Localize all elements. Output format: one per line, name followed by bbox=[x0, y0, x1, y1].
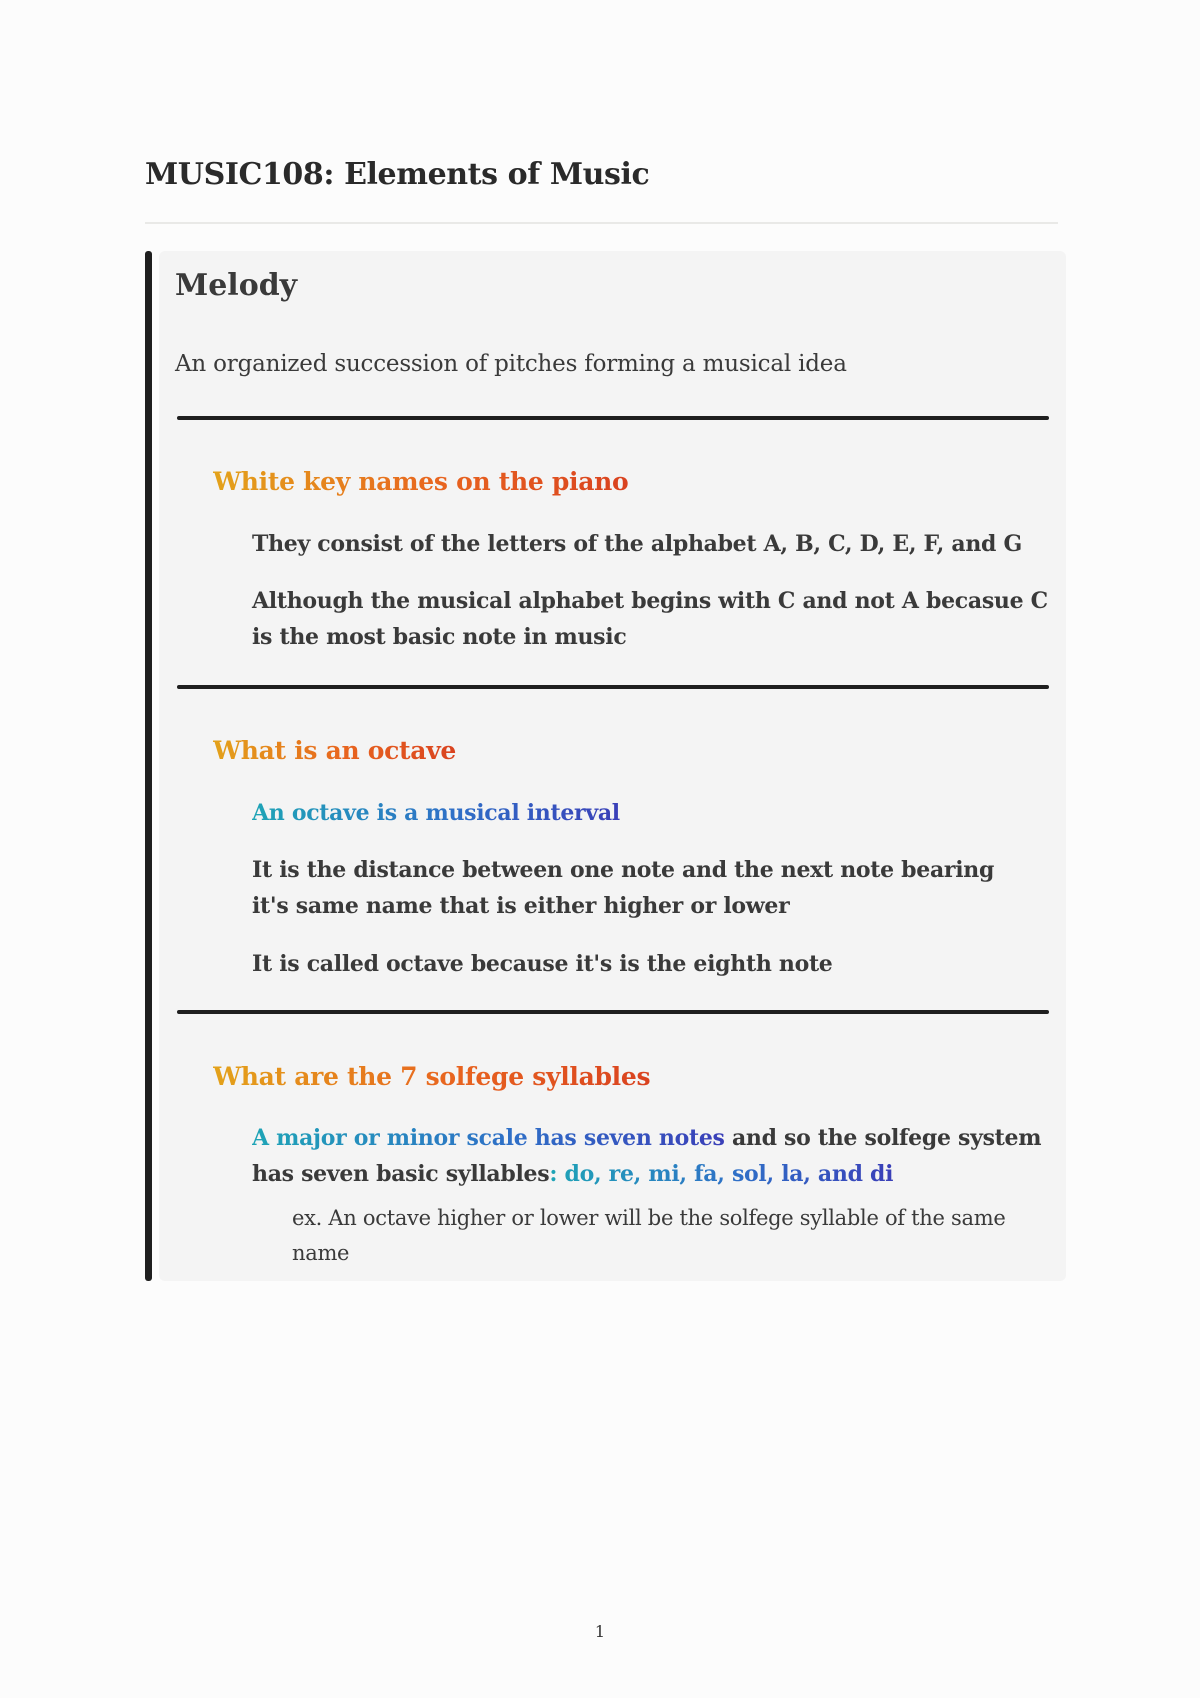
title-divider bbox=[145, 222, 1058, 224]
solfege-system-text: and so the solfege system has seven basic syllables bbox=[252, 1125, 1042, 1187]
section-divider bbox=[177, 685, 1049, 689]
page-number: 1 bbox=[594, 1622, 606, 1641]
white-keys-alphabet-text: Although the musical alphabet begins with C and not A becasue C is the most basic note in music bbox=[252, 588, 1048, 650]
section-heading-solfege: What are the 7 solfege syllables bbox=[213, 1062, 651, 1091]
callout-accent-bar bbox=[145, 251, 152, 1281]
white-keys-letters-text: They consist of the letters of the alphabet A, B, C, D, E, F, and G bbox=[252, 531, 1022, 557]
section-divider bbox=[177, 416, 1049, 420]
octave-definition-highlight: An octave is a musical interval bbox=[252, 800, 620, 826]
section-heading-white-keys: White key names on the piano bbox=[213, 467, 629, 496]
solfege-example-note: ex. An octave higher or lower will be the solfege syllable of the same name bbox=[292, 1206, 1006, 1265]
octave-distance-text: It is the distance between one note and the next note bearing it's same name that is either higher or lower bbox=[252, 857, 995, 919]
page-title: MUSIC108: Elements of Music bbox=[145, 157, 650, 192]
section-heading-octave: What is an octave bbox=[213, 736, 457, 765]
solfege-syllables-text bbox=[252, 1120, 1052, 1192]
solfege-scale-highlight: A major or minor scale has seven notes bbox=[252, 1125, 725, 1151]
solfege-syllables-highlight: : do, re, mi, fa, sol, la, and di bbox=[549, 1161, 894, 1187]
melody-definition: An organized succession of pitches forming a musical idea bbox=[175, 351, 847, 377]
callout-heading: Melody bbox=[175, 268, 298, 303]
section-divider bbox=[177, 1010, 1049, 1014]
octave-eighth-note-text: It is called octave because it's is the eighth note bbox=[252, 951, 833, 977]
